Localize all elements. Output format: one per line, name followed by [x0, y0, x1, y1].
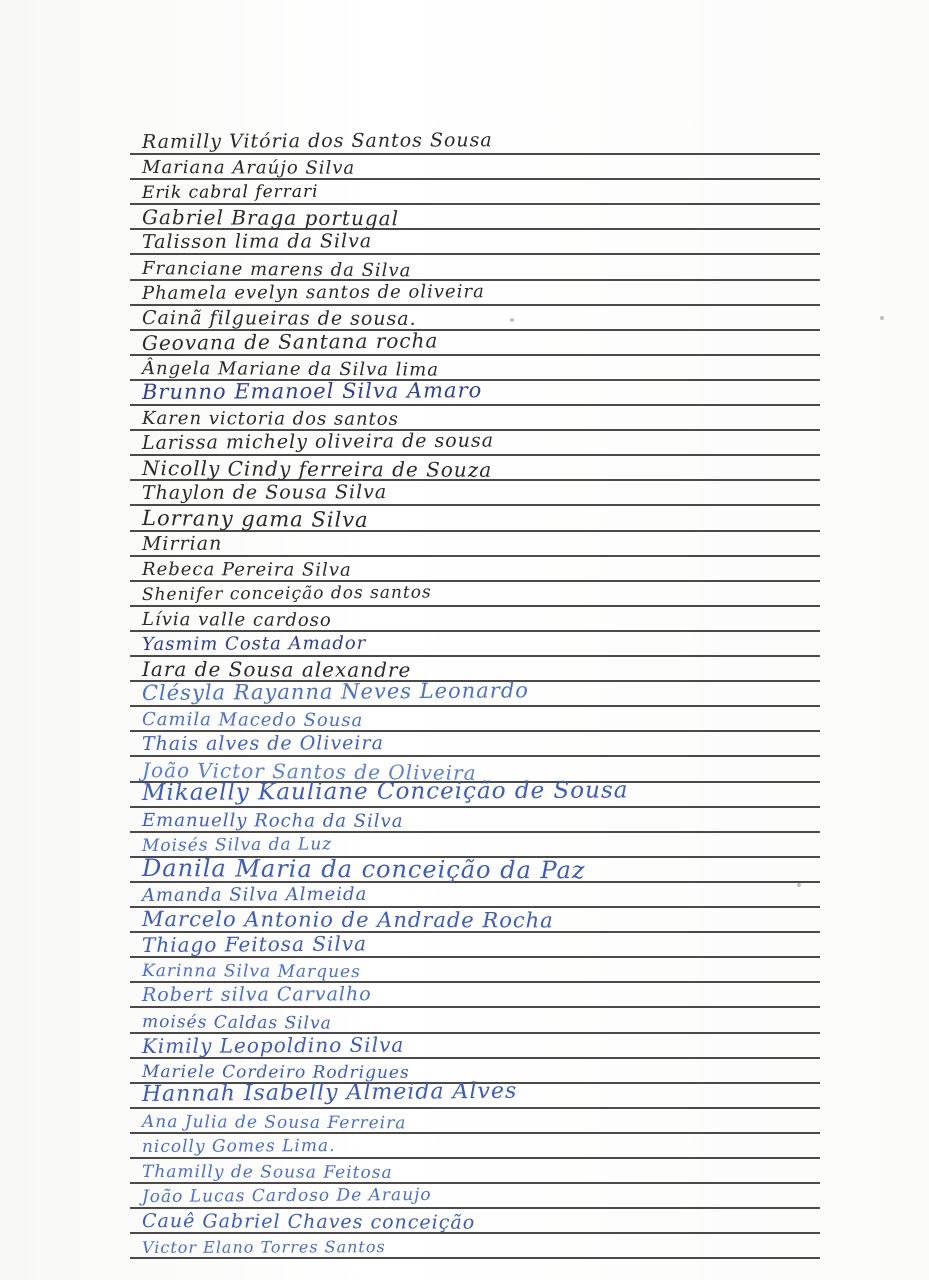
ruled-line	[130, 328, 820, 356]
handwritten-name: Shenifer conceição dos santos	[141, 582, 432, 605]
ruled-line	[130, 1234, 820, 1259]
handwritten-name: Geovana de Santana rocha	[141, 328, 439, 355]
handwritten-name: Mariana Araújo Silva	[141, 157, 356, 179]
handwritten-name: Lívia valle cardoso	[141, 608, 332, 631]
ruled-line	[130, 1009, 820, 1034]
ruled-line	[130, 883, 820, 908]
ruled-line	[130, 532, 820, 557]
ruled-line	[130, 732, 820, 757]
ruled-line	[130, 777, 820, 808]
paper-speck	[510, 318, 514, 322]
ruled-line	[130, 456, 820, 481]
handwritten-name: Thamilly de Sousa Feitosa	[141, 1162, 393, 1183]
handwritten-name: Camila Macedo Sousa	[141, 709, 364, 732]
ruled-line	[130, 507, 820, 532]
handwritten-name: Thais alves de Oliveira	[141, 732, 384, 756]
ruled-line	[130, 406, 820, 431]
handwritten-name: Mirrian	[141, 532, 223, 555]
ruled-line	[130, 180, 820, 205]
handwritten-name: Robert silva Carvalho	[141, 983, 372, 1007]
handwritten-name: Victor Elano Torres Santos	[141, 1237, 386, 1258]
ruled-line	[130, 130, 820, 155]
ruled-line	[130, 582, 820, 607]
ruled-line	[130, 958, 820, 983]
handwritten-name: Iara de Sousa alexandre	[141, 657, 412, 683]
handwritten-name: Mikaelly Kauliane Conceição de Sousa	[141, 777, 629, 806]
ruled-line	[130, 256, 820, 281]
handwritten-name: nicolly Gomes Lima.	[141, 1135, 336, 1157]
handwritten-name: Nicolly Cindy ferreira de Souza	[141, 456, 493, 483]
handwritten-name: Rebeca Pereira Silva	[141, 558, 352, 581]
ruled-line	[130, 557, 820, 582]
ruled-line	[130, 707, 820, 732]
handwritten-name: Cauê Gabriel Chaves conceição	[141, 1210, 476, 1235]
handwritten-name: Thiago Feitosa Silva	[141, 931, 368, 958]
ruled-line	[130, 1209, 820, 1234]
ruled-line	[130, 205, 820, 230]
handwritten-name: Erik cabral ferrari	[141, 181, 319, 204]
ruled-line	[130, 908, 820, 933]
ruled-lines-area	[130, 130, 820, 1260]
paper-speck	[880, 316, 884, 320]
handwritten-name: moisés Caldas Silva	[141, 1011, 332, 1034]
handwritten-name: Karinna Silva Marques	[141, 961, 361, 983]
handwritten-name: Brunno Emanoel Silva Amaro	[141, 378, 483, 404]
ruled-line	[130, 155, 820, 180]
handwritten-name: Ana Julia de Sousa Ferreira	[141, 1111, 407, 1134]
paper-speck	[797, 883, 801, 887]
ruled-line	[130, 1184, 820, 1209]
ruled-line	[130, 281, 820, 306]
ruled-line	[130, 678, 820, 707]
handwritten-name: Emanuelly Rocha da Silva	[141, 809, 404, 832]
handwritten-name: Yasmim Costa Amador	[141, 632, 367, 655]
handwritten-name: Thaylon de Sousa Silva	[141, 481, 388, 505]
handwritten-name: Franciane marens da Silva	[141, 257, 412, 281]
ruled-line	[130, 607, 820, 632]
ruled-line	[130, 1034, 820, 1059]
ruled-line	[130, 1078, 820, 1109]
handwritten-name: Ângela Mariane da Silva lima	[141, 357, 440, 381]
ruled-line	[130, 356, 820, 381]
handwritten-name: Larissa michely oliveira de sousa	[141, 429, 495, 455]
handwritten-name: Hannah Isabelly Almeida Alves	[141, 1078, 518, 1107]
ruled-line	[130, 378, 820, 406]
handwritten-name: Gabriel Braga portugal	[141, 205, 400, 231]
handwritten-name: Kimily Leopoldino Silva	[141, 1032, 405, 1058]
ruled-line	[130, 983, 820, 1008]
ruled-line	[130, 481, 820, 506]
handwritten-name: João Victor Santos de Oliveira	[141, 757, 477, 785]
handwritten-name: Ramilly Vitória dos Santos Sousa	[141, 129, 493, 153]
ruled-line	[130, 1159, 820, 1184]
handwritten-name: Marcelo Antonio de Andrade Rocha	[141, 907, 554, 933]
ruled-line	[130, 632, 820, 657]
ruled-line	[130, 933, 820, 958]
ruled-line	[130, 431, 820, 456]
ruled-line	[130, 1109, 820, 1134]
handwritten-name: Amanda Silva Almeida	[141, 883, 368, 906]
handwritten-name: Danila Maria da conceição da Paz	[141, 853, 586, 885]
ruled-line	[130, 853, 820, 885]
handwritten-name: Cainã filgueiras de sousa.	[141, 306, 417, 330]
handwritten-name: Lorrany gama Silva	[141, 505, 369, 532]
handwritten-name: Moisés Silva da Luz	[141, 834, 333, 856]
handwritten-name: João Lucas Cardoso De Araujo	[141, 1185, 432, 1208]
handwritten-name: Talisson lima da Silva	[141, 230, 373, 254]
handwritten-name: Mariele Cordeiro Rodrigues	[141, 1061, 410, 1083]
handwritten-name: Phamela evelyn santos de oliveira	[141, 280, 485, 304]
handwritten-name: Clésyla Rayanna Neves Leonardo	[141, 678, 529, 706]
handwritten-name: Karen victoria dos santos	[141, 408, 399, 430]
ruled-line	[130, 808, 820, 833]
ruled-line	[130, 306, 820, 331]
ruled-line	[130, 1134, 820, 1159]
ruled-line	[130, 230, 820, 255]
